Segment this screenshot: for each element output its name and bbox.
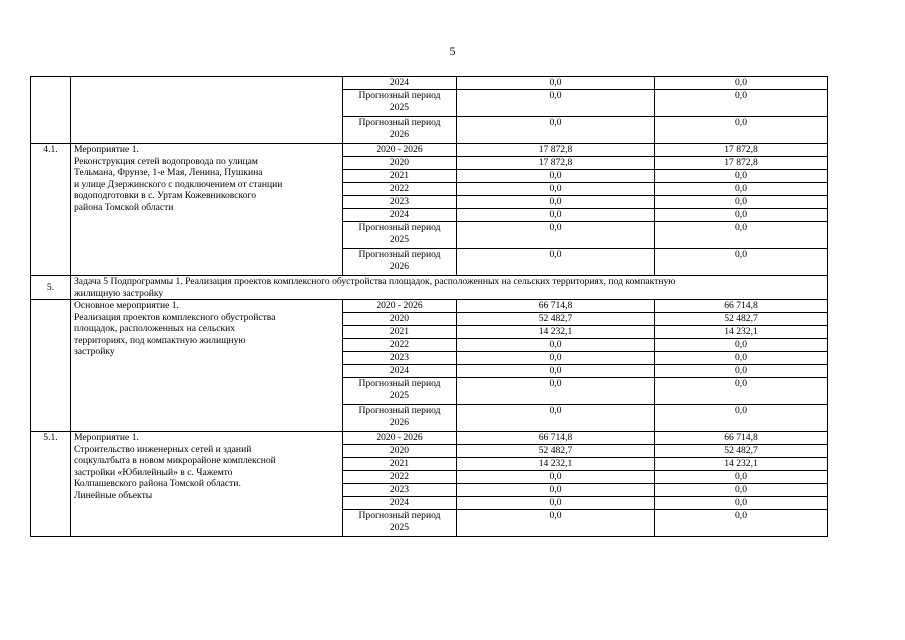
text-line: 2020 [389,313,410,324]
value-cell-budget: 0,0 [655,378,828,405]
text-line: 2025 [389,521,410,533]
period-cell [343,471,457,484]
row-number [31,300,71,432]
value-cell-budget: 66 714,8 [655,432,828,445]
period-cell [343,458,457,471]
value-cell-budget: 66 714,8 [655,300,828,313]
value-cell-budget: 0,0 [655,365,828,378]
text-line: 2026 [389,416,410,428]
period-cell [343,510,457,537]
text-line: 2022 [389,183,410,194]
text-line: 2025 [389,101,410,113]
text-line: Линейные объекты [74,489,153,501]
row-number: 5. [31,276,71,300]
period-cell [343,365,457,378]
value-cell-total: 0,0 [457,471,655,484]
value-cell-total: 14 232,1 [457,458,655,471]
period-cell [343,183,457,196]
period-cell [343,90,457,117]
value-cell-budget: 0,0 [655,497,828,510]
value-cell-total: 0,0 [457,90,655,117]
text-line: 2024 [389,77,410,88]
text-line: 2020 [389,445,410,456]
value-cell-budget: 14 232,1 [655,326,828,339]
text-line: Прогнозный период [358,249,441,260]
text-line: Прогнозный период [358,378,441,389]
value-cell-budget: 0,0 [655,117,828,144]
value-cell-budget: 52 482,7 [655,313,828,326]
row-number [31,77,71,144]
text-line: 2021 [389,170,410,181]
value-cell-total: 0,0 [457,183,655,196]
value-cell-budget: 52 482,7 [655,445,828,458]
measure-description [71,144,343,276]
value-cell-total: 0,0 [457,77,655,90]
text-line: 2024 [389,365,410,376]
table-row [31,144,828,157]
text-line: Прогнозный период [358,405,441,416]
value-cell-budget: 0,0 [655,170,828,183]
value-cell-budget: 0,0 [655,352,828,365]
period-cell [343,117,457,144]
text-line: и улице Дзержинского с подключением от станции [74,178,283,190]
period-cell [343,313,457,326]
value-cell-budget: 0,0 [655,471,828,484]
budget-table [30,76,828,537]
text-line: площадок, расположенных на сельских [74,323,236,334]
text-line: Реконструкция сетей водопровода по улицам [74,155,258,167]
text-line: 2024 [389,209,410,220]
value-cell-budget: 0,0 [655,196,828,209]
value-cell-total: 0,0 [457,170,655,183]
value-cell-total: 66 714,8 [457,300,655,313]
text-line: 2022 [389,339,410,350]
measure-description [71,432,343,537]
value-cell-budget: 0,0 [655,222,828,249]
period-cell [343,352,457,365]
value-cell-total: 17 872,8 [457,144,655,157]
text-line: 2023 [389,484,410,495]
period-cell [343,249,457,276]
period-cell [343,300,457,313]
value-cell-total: 0,0 [457,352,655,365]
period-cell [343,497,457,510]
value-cell-total: 52 482,7 [457,313,655,326]
text-line: застройку [74,346,115,357]
table-row [31,432,828,445]
text-line: 2024 [389,497,410,508]
text-line: Колпашевского района Томской области. [74,478,241,489]
text-line: Прогнозный период [358,117,441,128]
value-cell-budget: 0,0 [655,209,828,222]
period-cell [343,339,457,352]
period-cell [343,405,457,432]
value-cell-total: 52 482,7 [457,445,655,458]
text-line: Строительство инженерных сетей и зданий [74,443,252,455]
value-cell-total: 0,0 [457,117,655,144]
text-line: 2023 [389,196,410,207]
value-cell-total: 0,0 [457,339,655,352]
page-number: 5 [449,44,456,58]
task-description [71,276,828,300]
text-line: 2021 [389,458,410,469]
text-line: 2021 [389,326,410,337]
value-cell-total: 0,0 [457,510,655,537]
text-line: Прогнозный период [358,510,441,521]
period-cell [343,484,457,497]
text-line: 2020 [389,157,410,168]
measure-description [71,300,343,432]
text-line: территориях, под компактную жилищную [74,334,246,346]
text-line: 2025 [389,233,410,245]
text-line: 2020 - 2026 [376,432,423,443]
period-cell [343,157,457,170]
period-cell [343,378,457,405]
text-line: 2026 [389,128,410,140]
table-row [31,300,828,313]
value-cell-budget: 0,0 [655,183,828,196]
text-line: водоподготовки в с. Уртам Кожевниковского [74,190,256,201]
value-cell-budget: 0,0 [655,339,828,352]
value-cell-total: 0,0 [457,249,655,276]
period-cell [343,326,457,339]
value-cell-total: 17 872,8 [457,157,655,170]
text-line: Задача 5 Подпрограммы 1. Реализация проектов комплексного обустройства площадок, расположенных на сельских территориях, под компактную [74,276,676,287]
text-line: жилищную застройку [74,287,164,299]
value-cell-budget: 0,0 [655,77,828,90]
period-cell [343,432,457,445]
row-number: 4.1. [31,144,71,276]
text-line: 2020 - 2026 [376,144,423,155]
text-line: соцкультбыта в новом микрорайоне комплексной [74,455,276,466]
task-row [31,276,828,300]
value-cell-total: 0,0 [457,209,655,222]
period-cell [343,222,457,249]
value-cell-total: 0,0 [457,497,655,510]
value-cell-budget: 0,0 [655,510,828,537]
value-cell-budget: 17 872,8 [655,144,828,157]
value-cell-budget: 17 872,8 [655,157,828,170]
text-line: Реализация проектов комплексного обустройства [74,311,276,323]
text-line: 2023 [389,352,410,363]
measure-description [71,77,343,144]
text-line: района Томской области [74,201,174,213]
value-cell-total: 0,0 [457,484,655,497]
period-cell [343,77,457,90]
period-cell [343,196,457,209]
value-cell-total: 14 232,1 [457,326,655,339]
text-line: Тельмана, Фрунзе, 1-е Мая, Ленина, Пушкина [74,167,263,178]
value-cell-total: 0,0 [457,405,655,432]
value-cell-budget: 0,0 [655,249,828,276]
period-cell [343,445,457,458]
text-line: застройки «Юбилейный» в с. Чажемто [74,466,233,478]
value-cell-budget: 0,0 [655,484,828,497]
period-cell [343,170,457,183]
text-line: Прогнозный период [358,222,441,233]
value-cell-budget: 0,0 [655,405,828,432]
value-cell-total: 66 714,8 [457,432,655,445]
table-row [31,77,828,90]
value-cell-total: 0,0 [457,196,655,209]
value-cell-total: 0,0 [457,378,655,405]
text-line: Мероприятие 1. [74,432,139,443]
period-cell [343,209,457,222]
value-cell-total: 0,0 [457,222,655,249]
value-cell-total: 0,0 [457,365,655,378]
text-line: 2020 - 2026 [376,300,423,311]
text-line: Основное мероприятие 1. [74,300,179,311]
budget-table-body [31,77,828,537]
text-line: 2025 [389,389,410,401]
text-line: Мероприятие 1. [74,144,139,155]
value-cell-budget: 14 232,1 [655,458,828,471]
row-number: 5.1. [31,432,71,537]
text-line: Прогнозный период [358,90,441,101]
value-cell-budget: 0,0 [655,90,828,117]
text-line: 2022 [389,471,410,482]
period-cell [343,144,457,157]
text-line: 2026 [389,260,410,272]
